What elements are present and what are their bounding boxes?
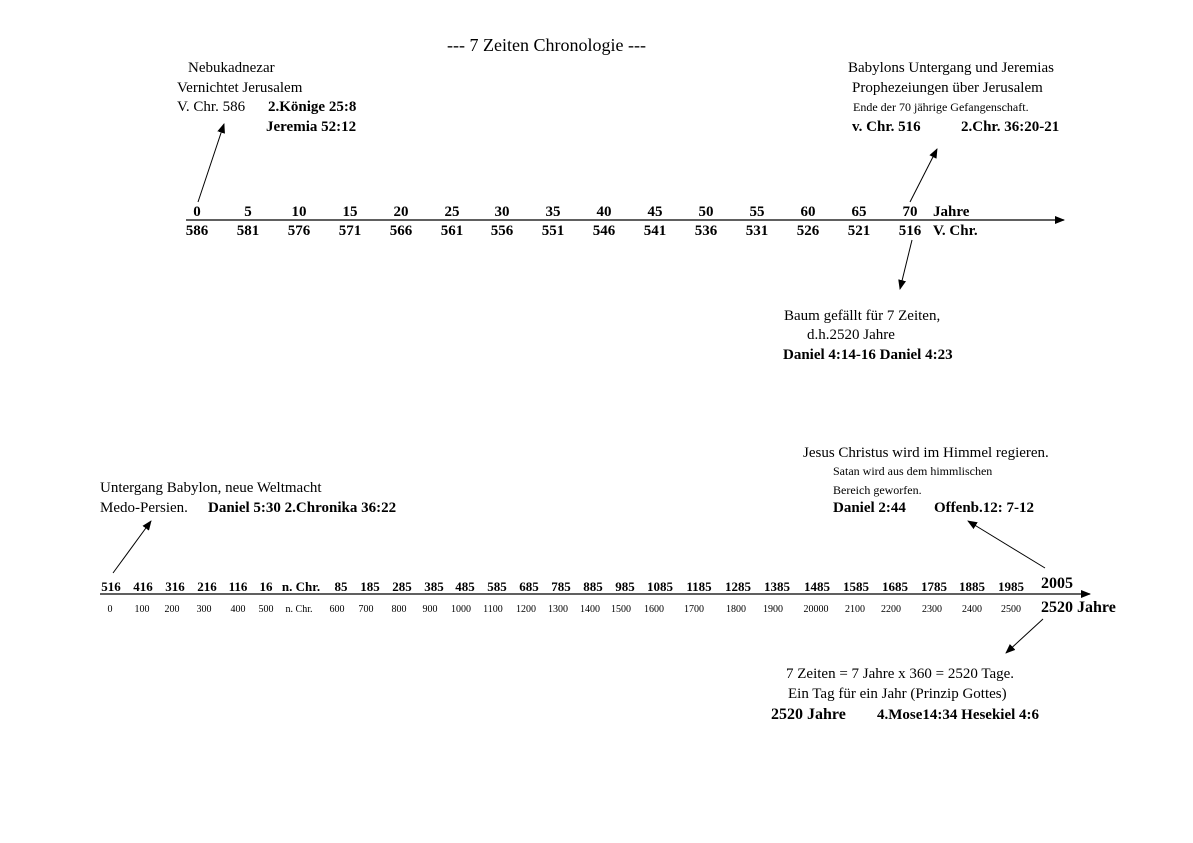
bottom-year-label: 885 xyxy=(583,579,603,594)
top-bc-year-label: 521 xyxy=(847,223,871,239)
bottom-year-label: 416 xyxy=(133,579,153,594)
bottom-elapsed-year-label: 1300 xyxy=(548,604,568,615)
bottom-elapsed-year-label: 700 xyxy=(358,604,374,615)
bottom-elapsed-year-label: 600 xyxy=(329,604,345,615)
top-year-label: 0 xyxy=(193,204,201,220)
top-bc-year-label: 566 xyxy=(389,223,413,239)
bottom-elapsed-year-label: 1400 xyxy=(580,604,600,615)
note-line: 7 Zeiten = 7 Jahre x 360 = 2520 Tage. xyxy=(786,666,1015,682)
note-line: Satan wird aus dem himmlischen xyxy=(833,464,993,478)
bottom-elapsed-year-label: 1200 xyxy=(516,604,536,615)
bottom-year-label: 1185 xyxy=(686,579,712,594)
bottom-year-label: 1085 xyxy=(647,579,673,594)
bottom-year-label: 516 xyxy=(101,579,121,594)
bottom-elapsed-year-label: 20000 xyxy=(803,604,829,615)
note-line: Bereich geworfen. xyxy=(833,483,922,497)
top-year-label: 35 xyxy=(545,204,561,220)
bottom-elapsed-year-label: 200 xyxy=(164,604,180,615)
bottom-year-label: 1785 xyxy=(921,579,947,594)
bottom-year-label: 16 xyxy=(259,579,273,594)
arrow-to-baum-gefaellt xyxy=(900,240,912,289)
bottom-elapsed-year-label: 0 xyxy=(107,604,113,615)
bottom-elapsed-year-label: 500 xyxy=(258,604,274,615)
note-line: d.h.2520 Jahre xyxy=(807,327,895,343)
top-bc-year-label: 531 xyxy=(745,223,769,239)
bottom-elapsed-year-label: 1500 xyxy=(611,604,631,615)
top-bc-year-label: 571 xyxy=(338,223,362,239)
bottom-year-label: 1685 xyxy=(882,579,908,594)
note-line: Vernichtet Jerusalem xyxy=(177,80,303,96)
note-reference: Daniel 4:14-16 Daniel 4:23 xyxy=(783,347,953,363)
top-year-label: 5 xyxy=(244,204,252,220)
top-bc-year-label: 576 xyxy=(287,223,311,239)
top-year-label: 60 xyxy=(800,204,816,220)
top-bc-year-label: 541 xyxy=(643,223,667,239)
top-bc-year-label: 546 xyxy=(592,223,616,239)
bottom-elapsed-year-label: 1600 xyxy=(644,604,664,615)
top-year-label: 50 xyxy=(698,204,714,220)
end-year-2005: 2005 xyxy=(1041,575,1073,592)
bottom-elapsed-year-label: 2100 xyxy=(845,604,865,615)
bottom-year-label: 485 xyxy=(455,579,475,594)
top-year-label: 10 xyxy=(291,204,307,220)
top-year-label: 70 xyxy=(902,204,918,220)
arrow-to-untergang-babylon xyxy=(113,521,151,573)
arrow-to-nebukadnezar xyxy=(198,124,224,202)
arrow-to-sieben-zeiten xyxy=(1006,619,1043,653)
bottom-elapsed-year-label: 2500 xyxy=(1001,604,1021,615)
top-bc-year-label: 551 xyxy=(541,223,565,239)
bottom-year-label: 85 xyxy=(334,579,348,594)
top-bc-year-label: 581 xyxy=(236,223,260,239)
bottom-year-label: 1985 xyxy=(998,579,1024,594)
bottom-year-label: 1885 xyxy=(959,579,985,594)
note-line: Ende der 70 jährige Gefangenschaft. xyxy=(853,100,1029,114)
top-year-label: 30 xyxy=(494,204,510,220)
bottom-elapsed-year-label: 2200 xyxy=(881,604,901,615)
note-line: Nebukadnezar xyxy=(188,60,275,76)
bottom-elapsed-year-label: 1900 xyxy=(763,604,783,615)
bottom-year-label: n. Chr. xyxy=(281,579,321,594)
top-year-label: 25 xyxy=(444,204,460,220)
note-reference: Daniel 2:44 xyxy=(833,500,906,516)
top-bc-year-label: 556 xyxy=(490,223,514,239)
top-year-label: 65 xyxy=(851,204,867,220)
note-reference: Offenb.12: 7-12 xyxy=(934,500,1034,516)
bottom-elapsed-year-label: 900 xyxy=(422,604,438,615)
note-line: Ein Tag für ein Jahr (Prinzip Gottes) xyxy=(788,686,1007,702)
top-year-label: 55 xyxy=(749,204,765,220)
arrow-to-jesus-christus xyxy=(968,521,1045,568)
bottom-elapsed-year-label: 1100 xyxy=(483,604,503,615)
note-reference: Jeremia 52:12 xyxy=(266,119,357,135)
note-reference: 2.Könige 25:8 xyxy=(268,99,357,115)
top-year-label: 40 xyxy=(596,204,612,220)
top-bc-year-label: 526 xyxy=(796,223,820,239)
bottom-year-label: 585 xyxy=(487,579,507,594)
bottom-elapsed-year-label: 2300 xyxy=(922,604,942,615)
bottom-year-label: 285 xyxy=(392,579,412,594)
arrow-to-babylons-untergang xyxy=(910,149,937,202)
bottom-elapsed-year-label: 300 xyxy=(196,604,212,615)
bottom-elapsed-year-label: 1800 xyxy=(726,604,746,615)
top-bc-year-label: 536 xyxy=(694,223,718,239)
note-line: Medo-Persien. xyxy=(100,500,188,516)
bottom-elapsed-year-label: 400 xyxy=(230,604,246,615)
top-year-label: 15 xyxy=(342,204,358,220)
bottom-elapsed-year-label: 1000 xyxy=(451,604,471,615)
note-line: V. Chr. 586 xyxy=(177,99,246,115)
bottom-year-label: 1585 xyxy=(843,579,869,594)
bottom-year-label: 216 xyxy=(197,579,217,594)
top-bc-year-label: 561 xyxy=(440,223,464,239)
bottom-year-label: 985 xyxy=(615,579,635,594)
bottom-elapsed-year-label: 100 xyxy=(134,604,150,615)
note-reference: Daniel 5:30 2.Chronika 36:22 xyxy=(208,500,397,516)
bottom-year-label: 316 xyxy=(165,579,185,594)
axis-unit-v-chr: V. Chr. xyxy=(933,223,978,239)
bottom-year-label: 116 xyxy=(228,579,248,594)
bottom-year-label: 785 xyxy=(551,579,571,594)
bottom-year-label: 185 xyxy=(360,579,380,594)
end-total-years: 2520 Jahre xyxy=(1041,599,1116,616)
bottom-elapsed-year-label: n. Chr. xyxy=(285,604,313,615)
top-year-label: 20 xyxy=(393,204,409,220)
bottom-year-label: 1485 xyxy=(804,579,830,594)
axis-unit-jahre: Jahre xyxy=(933,204,970,220)
top-bc-year-label: 586 xyxy=(185,223,209,239)
note-line: Baum gefällt für 7 Zeiten, xyxy=(784,308,941,324)
note-reference: v. Chr. 516 xyxy=(852,119,921,135)
bottom-elapsed-year-label: 1700 xyxy=(684,604,704,615)
bottom-year-label: 685 xyxy=(519,579,539,594)
note-line: Babylons Untergang und Jeremias xyxy=(848,60,1054,76)
bottom-year-label: 385 xyxy=(424,579,444,594)
bottom-elapsed-year-label: 2400 xyxy=(962,604,982,615)
note-reference: 2520 Jahre xyxy=(771,706,846,723)
note-reference: 4.Mose14:34 Hesekiel 4:6 xyxy=(877,707,1040,723)
bottom-year-label: 1285 xyxy=(725,579,751,594)
note-reference: 2.Chr. 36:20-21 xyxy=(961,119,1060,135)
note-line: Untergang Babylon, neue Weltmacht xyxy=(100,480,322,496)
top-bc-year-label: 516 xyxy=(898,223,922,239)
note-line: Prophezeiungen über Jerusalem xyxy=(852,80,1043,96)
bottom-elapsed-year-label: 800 xyxy=(391,604,407,615)
top-year-label: 45 xyxy=(647,204,663,220)
page-title: --- 7 Zeiten Chronologie --- xyxy=(447,35,646,55)
bottom-year-label: 1385 xyxy=(764,579,790,594)
note-line: Jesus Christus wird im Himmel regieren. xyxy=(803,445,1049,461)
